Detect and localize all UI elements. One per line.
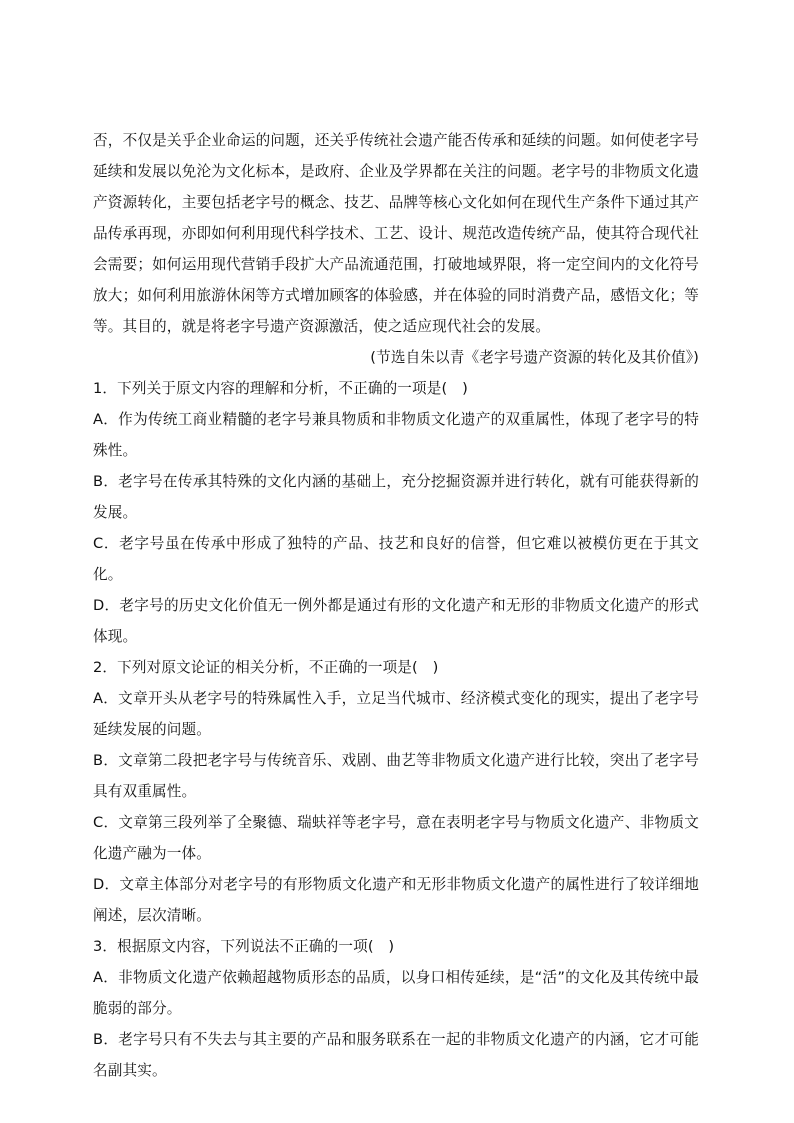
question-3 [93,931,699,1086]
option-b: B．文章第二段把老字号与传统音乐、戏剧、曲艺等非物质文化遗产进行比较，突出了老字号具有双重属性。 [93,752,699,800]
document-content [93,125,699,1086]
question-stem: 2．下列对原文论证的相关分析，不正确的一项是( ) [93,659,439,676]
passage-paragraph: 否，不仅是关乎企业命运的问题，还关乎传统社会遗产能否传承和延续的问题。如何使老字号延续和发展以免沦为文化标本，是政府、企业及学界都在关注的问题。老字号的非物质文化遗产资源转化，主要包括老字号的概念、技艺、品牌等核心文化如何在现代生产条件下通过其产品传承再现，亦即如何利用现代科学技术、工艺、设计、规范改造传统产品，使其符合现代社会需要；如何运用现代营销手段扩大产品流通范围，打破地域界限，将一定空间内的文化符号放大；如何利用旅游休闲等方式增加顾客的体验感，并在体验的同时消费产品，感悟文化；等等。其目的，就是将老字号遗产资源激活，使之适应现代社会的发展。 [93,132,699,335]
question-stem: 3．根据原文内容，下列说法不正确的一项( ) [93,938,395,955]
question-stem: 1．下列关于原文内容的理解和分析，不正确的一项是( ) [93,380,468,397]
question-1 [93,373,699,652]
option-d: D．文章主体部分对老字号的有形物质文化遗产和无形非物质文化遗产的属性进行了较详细地阐述，层次清晰。 [93,876,699,924]
option-b: B．老字号只有不失去与其主要的产品和服务联系在一起的非物质文化遗产的内涵，它才可能名副其实。 [93,1031,699,1079]
option-b: B．老字号在传承其特殊的文化内涵的基础上，充分挖掘资源并进行转化，就有可能获得新的发展。 [93,473,699,521]
passage-source: (节选自朱以青《老字号遗产资源的转化及其价值》) [370,349,699,366]
option-d: D．老字号的历史文化价值无一例外都是通过有形的文化遗产和无形的非物质文化遗产的形式体现。 [93,597,699,645]
option-c: C．老字号虽在传承中形成了独特的产品、技艺和良好的信誉，但它难以被模仿更在于其文化。 [93,535,699,583]
question-2 [93,652,699,931]
option-a: A．作为传统工商业精髓的老字号兼具物质和非物质文化遗产的双重属性，体现了老字号的特殊性。 [93,411,699,459]
option-c: C．文章第三段列举了全聚德、瑞蚨祥等老字号，意在表明老字号与物质文化遗产、非物质文化遗产融为一体。 [93,814,699,862]
option-a: A．文章开头从老字号的特殊属性入手，立足当代城市、经济模式变化的现实，提出了老字号延续发展的问题。 [93,690,699,738]
option-a: A．非物质文化遗产依赖超越物质形态的品质，以身口相传延续，是“活”的文化及其传统中最脆弱的部分。 [93,969,699,1017]
